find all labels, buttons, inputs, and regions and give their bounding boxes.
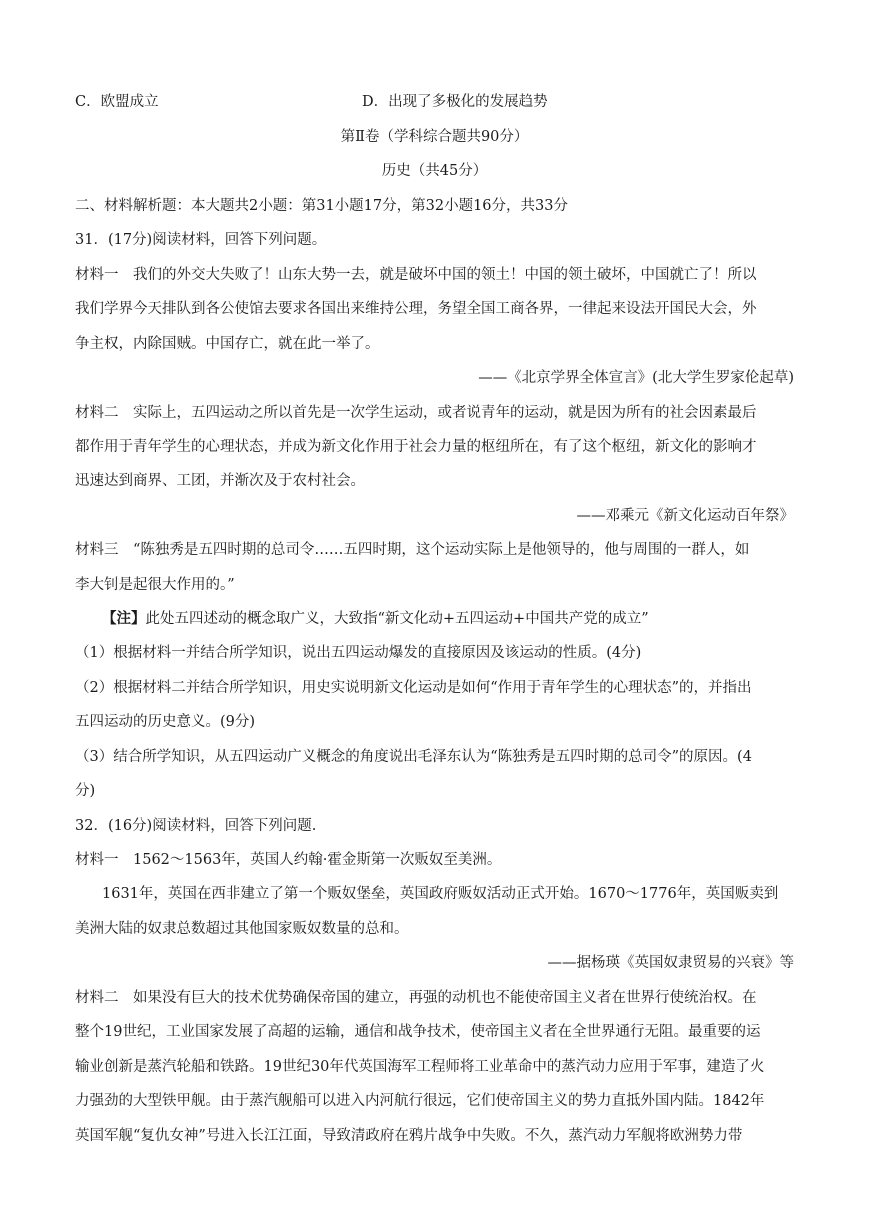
q31-m1-line: 我们学界今天排队到各公使馆去要求各国出来维持公理，务望全国工商各界，一律起来设法开国民大会，外 <box>75 301 757 317</box>
note-label: 【注】 <box>102 610 146 627</box>
q31-sub-question-2: 五四运动的历史意义。(9分) <box>75 714 256 730</box>
q32-m1-source: ——据杨瑛《英国奴隶贸易的兴衰》等 <box>547 955 794 971</box>
q31-note <box>102 609 794 629</box>
q31-m2-line: 材料二 实际上，五四运动之所以首先是一次学生运动，或者说青年的运动，就是因为所有的社会因素最后 <box>75 405 757 421</box>
part-heading: 二、材料解析题：本大题共2小题：第31小题17分，第32小题16分，共33分 <box>75 198 568 214</box>
section-title: 第Ⅱ卷（学科综合题共90分） <box>340 129 529 145</box>
q31-m1-line: 材料一 我们的外交大失败了！山东大势一去，就是破坏中国的领土！中国的领土破坏，中国就亡了！所以 <box>75 267 757 283</box>
q32-m1-para-line: 1631年，英国在西非建立了第一个贩奴堡垒，英国政府贩奴活动正式开始。1670～1776年，英国贩卖到 <box>102 886 779 902</box>
q31-m2-line: 都作用于青年学生的心理状态，并成为新文化作用于社会力量的枢纽所在，有了这个枢纽，新文化的影响才 <box>75 439 757 455</box>
q32-m1-para-line: 美洲大陆的奴隶总数超过其他国家贩奴数量的总和。 <box>75 921 409 937</box>
q32-header: 32．(16分)阅读材料，回答下列问题. <box>75 818 317 834</box>
q32-m2-line: 英国军舰“复仇女神”号进入长江江面，导致清政府在鸦片战争中失败。不久，蒸汽动力军舰将欧洲势力带 <box>75 1128 743 1144</box>
q32-m2-line: 整个19世纪，工业国家发展了高超的运输，通信和战争技术，使帝国主义者在全世界通行无阻。最重要的运 <box>75 1024 761 1040</box>
q31-m1-line: 争主权，内除国贼。中国存亡，就在此一举了。 <box>75 336 380 352</box>
q31-m1-source: ——《北京学界全体宣言》(北大学生罗家伦起草) <box>478 370 794 386</box>
subject-title: 历史（共45分） <box>381 163 488 179</box>
q32-m1-line: 材料一 1562～1563年，英国人约翰·霍金斯第一次贩奴至美洲。 <box>75 852 502 868</box>
options-row <box>75 92 794 112</box>
q31-header: 31．(17分)阅读材料，回答下列问题。 <box>75 232 327 248</box>
q32-m2-line: 输业创新是蒸汽轮船和铁路。19世纪30年代英国海军工程师将工业革命中的蒸汽动力应用于军事，建造了火 <box>75 1059 765 1075</box>
q31-sub-question-1: （1）根据材料一并结合所学知识，说出五四运动爆发的直接原因及该运动的性质。(4分) <box>75 645 642 661</box>
q31-sub-question-3: 分) <box>75 783 96 799</box>
q31-sub-question-3: （3）结合所学知识，从五四运动广义概念的角度说出毛泽东认为“陈独秀是五四时期的总司令”的原因。(4 <box>75 749 752 765</box>
q31-sub-question-2: （2）根据材料二并结合所学知识，用史实说明新文化运动是如何“作用于青年学生的心理状态”的，并指出 <box>75 680 752 696</box>
q32-m2-line: 力强劲的大型铁甲舰。由于蒸汽舰船可以进入内河航行很远，它们使帝国主义的势力直抵外国内陆。1842年 <box>75 1093 765 1109</box>
note-text: 此处五四述动的概念取广义，大致指“新文化动+五四运动+中国共产党的成立” <box>145 611 649 627</box>
q32-m2-line: 材料二 如果没有巨大的技术优势确保帝国的建立，再强的动机也不能使帝国主义者在世界行使统治权。在 <box>75 990 757 1006</box>
q31-m2-source: ——邓乘元《新文化运动百年祭》 <box>576 508 794 524</box>
option-c: C．欧盟成立 <box>75 94 159 110</box>
q31-m3-line: 材料三 “陈独秀是五四时期的总司令……五四时期，这个运动实际上是他领导的，他与周围的一群人，如 <box>75 542 750 558</box>
q31-m2-line: 迅速达到商界、工团，并渐次及于农村社会。 <box>75 473 365 489</box>
q31-m3-line: 李大钊是起很大作用的。” <box>75 577 235 593</box>
option-d: D．出现了多极化的发展趋势 <box>362 94 548 110</box>
